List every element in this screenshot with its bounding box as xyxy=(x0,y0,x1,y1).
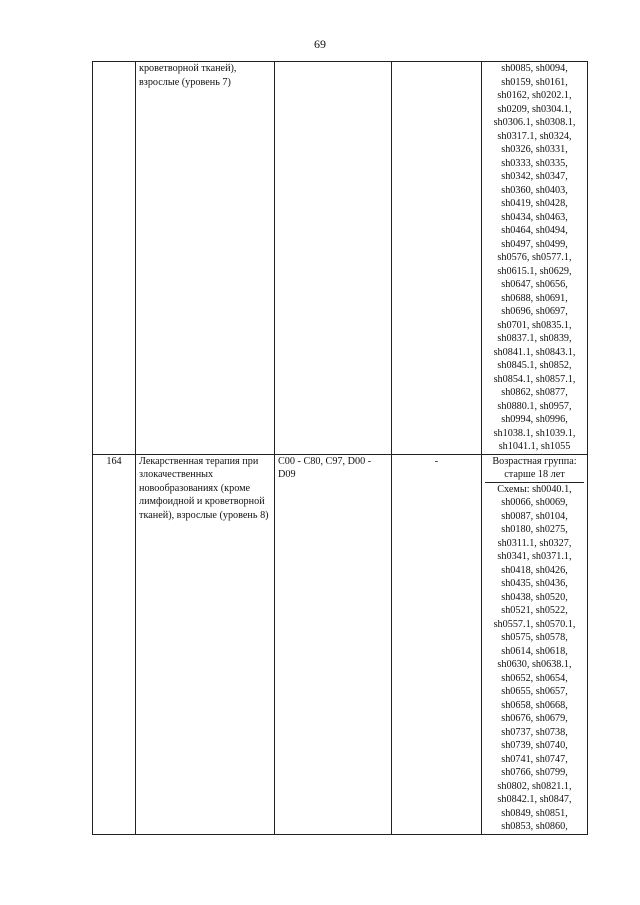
code-line: sh0576, sh0577.1, xyxy=(497,252,572,263)
code-line: sh0837.1, sh0839, xyxy=(497,333,572,344)
code-line: sh0326, sh0331, xyxy=(501,144,568,155)
code-line: sh0434, sh0463, xyxy=(501,211,568,223)
code-line: sh0438, sh0520, xyxy=(501,591,568,603)
code-line: Схемы: sh0040.1, xyxy=(497,483,572,495)
code-line: sh0360, sh0403, xyxy=(501,184,568,196)
code-line: sh0419, sh0428, xyxy=(501,198,568,209)
code-line: sh0435, sh0436, xyxy=(501,578,568,589)
row-name-cell: кроветворной тканей), взрослые (уровень 7) xyxy=(136,62,275,455)
code-line: sh0655, sh0657, xyxy=(501,686,568,697)
row-codes-cell xyxy=(482,62,588,455)
table-row xyxy=(93,62,588,455)
code-line: sh0497, sh0499, xyxy=(501,238,568,250)
code-line: sh0614, sh0618, xyxy=(501,645,568,657)
row-icd-cell xyxy=(275,62,392,455)
code-line: sh0087, sh0104, xyxy=(501,510,568,522)
code-line: sh0854.1, sh0857.1, xyxy=(493,373,576,385)
code-line: sh0845.1, sh0852, xyxy=(497,360,572,371)
row-extra-cell: - xyxy=(392,454,482,834)
code-line: sh0994, sh0996, xyxy=(501,414,568,425)
code-line: sh0085, sh0094, xyxy=(501,63,568,74)
code-line: sh0647, sh0656, xyxy=(501,279,568,290)
code-line: sh0862, sh0877, xyxy=(501,387,568,398)
code-line: sh0418, sh0426, xyxy=(501,564,568,576)
code-line: sh0841.1, sh0843.1, xyxy=(493,346,576,358)
code-line: sh0306.1, sh0308.1, xyxy=(493,117,576,128)
codes-list xyxy=(485,483,584,834)
code-line: sh0652, sh0654, xyxy=(501,672,568,684)
code-line: sh0521, sh0522, xyxy=(501,605,568,616)
code-line: sh1038.1, sh1039.1, xyxy=(493,427,576,439)
code-line: sh0880.1, sh0957, xyxy=(497,400,572,412)
code-line: sh1041.1, sh1055 xyxy=(498,441,571,452)
code-line: sh0676, sh0679, xyxy=(501,713,568,724)
row-name-cell: Лекарственная терапия при злокачественных новообразованиях (кроме лимфоидной и кроветворной тканей), взрослые (уровень 8) xyxy=(136,454,275,834)
code-line: sh0688, sh0691, xyxy=(501,292,568,304)
code-line: sh0701, sh0835.1, xyxy=(497,319,572,331)
code-line: sh0739, sh0740, xyxy=(501,740,568,751)
code-line: sh0333, sh0335, xyxy=(501,157,568,169)
code-line: sh0849, sh0851, xyxy=(501,807,568,819)
age-criteria: Возрастная группа: старше 18 лет xyxy=(485,455,584,483)
code-line: sh0066, sh0069, xyxy=(501,497,568,508)
codes-list xyxy=(485,62,584,454)
code-line: sh0696, sh0697, xyxy=(501,306,568,317)
code-line: sh0658, sh0668, xyxy=(501,699,568,711)
tariff-table xyxy=(92,61,588,835)
table-row xyxy=(93,454,588,834)
code-line: sh0615.1, sh0629, xyxy=(497,265,572,277)
row-extra-cell xyxy=(392,62,482,455)
row-codes-cell xyxy=(482,454,588,834)
code-line: sh0853, sh0860, xyxy=(501,821,568,832)
code-line: sh0575, sh0578, xyxy=(501,632,568,643)
code-line: sh0341, sh0371.1, xyxy=(497,551,572,562)
code-line: sh0802, sh0821.1, xyxy=(497,780,572,792)
code-line: sh0159, sh0161, xyxy=(501,76,568,88)
code-line: sh0342, sh0347, xyxy=(501,171,568,182)
code-line: sh0630, sh0638.1, xyxy=(497,659,572,670)
code-line: sh0766, sh0799, xyxy=(501,767,568,778)
code-line: sh0162, sh0202.1, xyxy=(497,90,572,101)
code-line: sh0737, sh0738, xyxy=(501,726,568,738)
code-line: sh0317.1, sh0324, xyxy=(497,130,572,142)
row-icd-cell: C00 - C80, C97, D00 - D09 xyxy=(275,454,392,834)
row-number-cell xyxy=(93,62,136,455)
page-number: 69 xyxy=(314,37,326,51)
code-line: sh0311.1, sh0327, xyxy=(497,537,572,549)
code-line: sh0209, sh0304.1, xyxy=(497,103,572,115)
code-line: sh0464, sh0494, xyxy=(501,225,568,236)
code-line: sh0842.1, sh0847, xyxy=(497,794,572,805)
row-number-cell: 164 xyxy=(93,454,136,834)
code-line: sh0557.1, sh0570.1, xyxy=(493,618,576,630)
code-line: sh0180, sh0275, xyxy=(501,524,568,535)
code-line: sh0741, sh0747, xyxy=(501,753,568,765)
